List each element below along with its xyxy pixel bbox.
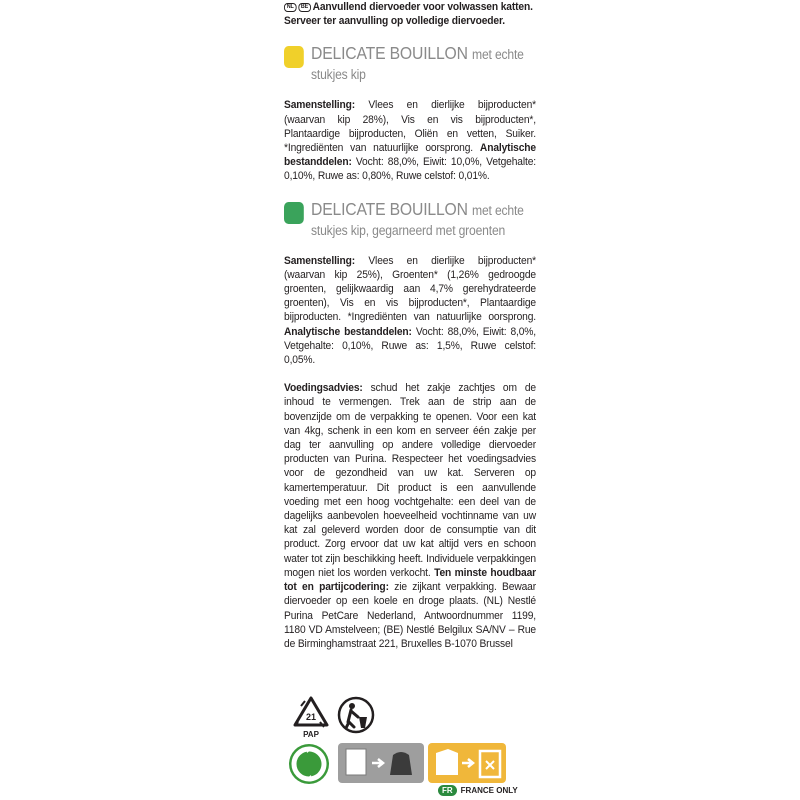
best-before-text: zie zijkant verpakking. Bewaar diervoeder op een koele en droge plaats. (NL) Nestlé Purina PetCare Nederland, Antwoordnummer 1199, 1180 VD Amstelveen; (BE) Nestlé Belgilux SA/NV – Rue de Birminghamstraat 221, Bruxelles B-1070 Brussel [284, 581, 537, 650]
green-dot-icon [288, 743, 330, 785]
recycling-triangle-icon [290, 695, 332, 739]
header-line-1: NL BE Aanvullend diervoeder voor volwassen katten. [284, 0, 536, 14]
composition-label: Samenstelling: [284, 99, 356, 112]
recycle-material: PAP [303, 730, 319, 739]
sort-box-icon [428, 743, 506, 783]
country-code: FR [438, 785, 457, 796]
feeding-text: schud het zakje zachtjes om de inhoud te vermengen. Trek aan de strip aan de bovenzijde om de verpakking te openen. Voor een kat van 4kg, schenk in een kom en serveer één zakje per dag ter aanvulling op andere volledige diervoeder producten van Purina. Respecteer het voedingsadvies voor de gezondheid van uw kat. Serveren op kamertemperatuur. Dit product is een aanvullende voeding met een hoog vochtgehalte: een deel van de dagelijks aanbevolen hoeveelheid vochtinname van uw kat zal geleverd worden door de consumptie van dit product. Zorg ervoor dat uw kat altijd vers en schoon water tot zijn beschikking heeft. Individuele verpakkingen mogen niet los worden verkocht. [284, 382, 536, 579]
product-title: DELICATE BOUILLON [311, 43, 468, 64]
product-subtitle: met echte stukjes kip [311, 47, 524, 83]
composition-text: Vlees en dierlijke bijproducten* (waarvan kip 25%), Groenten* (1,26% gedroogde groenten, gelijkwaardig aan 4,7% gerehydrateerde groenten), Vis en vis bijproducten*, Plantaardige bijproducten. *Ingrediënten van natuurlijke oorsprong. [284, 254, 537, 324]
recycle-code: 21 [305, 712, 317, 722]
header-line-2: Serveer ter aanvulling op volledige diervoeder. [284, 15, 505, 28]
tidyman-icon [336, 695, 376, 735]
analytic-text: Vocht: 88,0%, Eiwit: 8,0%, Vetgehalte: 0,10%, Ruwe as: 1,5%, Ruwe celstof: 0,05%. [284, 325, 536, 367]
france-only-badge [438, 784, 518, 796]
product-heading-1 [284, 44, 536, 84]
composition-block-1 [284, 98, 536, 183]
sort-pouch-icon [338, 743, 424, 783]
product-subtitle: met echte stukjes kip, gegarneerd met groenten [311, 202, 524, 238]
composition-block-2 [284, 254, 536, 368]
feeding-label: Voedingsadvies: [284, 382, 363, 395]
country-badge-be: BE [298, 3, 311, 12]
composition-text: Vlees en dierlijke bijproducten* (waarvan kip 28%), Vis en vis bijproducten*, Plantaardige bijproducten, Oliën en vetten, Suiker. *Ingrediënten van natuurlijke oorsprong. [284, 99, 537, 155]
product-title: DELICATE BOUILLON [311, 198, 468, 219]
analytic-label: Analytische bestanddelen: [284, 325, 412, 338]
product-color-swatch [284, 46, 304, 68]
best-before-label: Ten minste houdbaar tot en partijcodering: [284, 566, 537, 594]
product-color-swatch [284, 202, 304, 224]
product-heading-2 [284, 200, 536, 240]
label-text-column [284, 0, 537, 651]
feeding-advice-block [284, 381, 536, 651]
france-only-note: FRANCE ONLY [460, 785, 518, 795]
country-badge-nl: NL [284, 3, 296, 12]
composition-label: Samenstelling: [284, 254, 356, 267]
analytic-label: Analytische bestanddelen: [284, 142, 536, 169]
analytic-text: Vocht: 88,0%, Eiwit: 10,0%, Vetgehalte: 0,10%, Ruwe as: 0,80%, Ruwe celstof: 0,01%. [284, 156, 536, 183]
